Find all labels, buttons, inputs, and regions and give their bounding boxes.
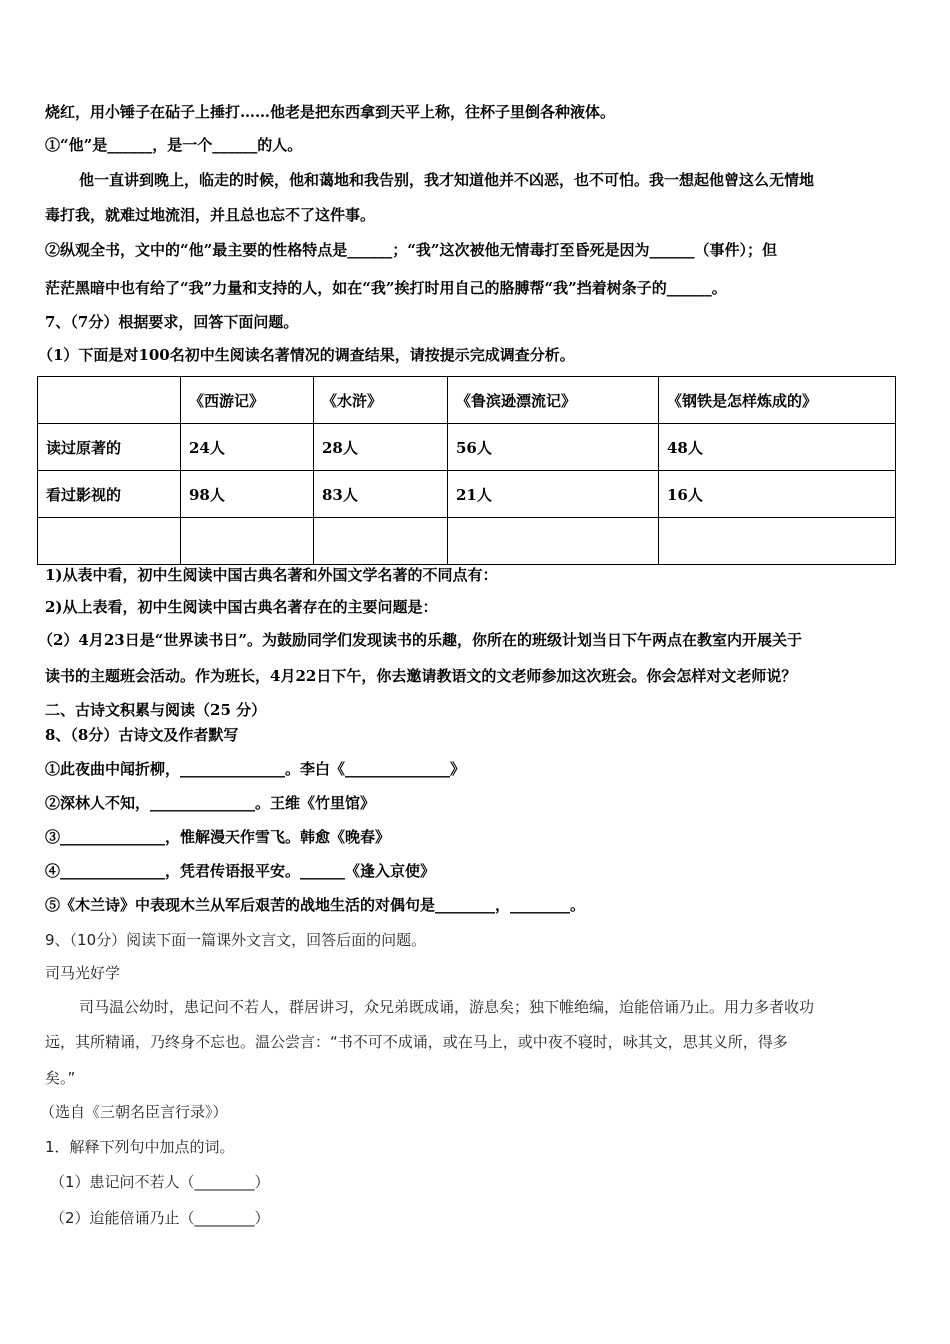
question-line: ③______________，惟解漫天作雪飞。韩愈《晚春》: [45, 828, 391, 846]
table-cell: [659, 518, 896, 565]
question-line: 读书的主题班会活动。作为班长，4月22日下午，你去邀请教语文的文老师参加这次班会。你会怎样对文老师说？: [45, 667, 797, 685]
question-heading: 9、（10分）阅读下面一篇课外文言文，回答后面的问题。: [45, 931, 427, 949]
text-line: 烧红，用小锤子在砧子上捶打……他老是把东西拿到天平上称，往杯子里倒各种液体。: [45, 103, 616, 121]
table-cell: 16人: [659, 471, 896, 518]
table-cell: [181, 518, 314, 565]
question-line: 1．解释下列句中加点的词。: [45, 1138, 235, 1156]
table-cell: 56人: [448, 424, 659, 471]
text-line: 毒打我，就难过地流泪，并且总也忘不了这件事。: [45, 206, 376, 224]
table-cell: [38, 377, 181, 424]
question-line: （2）4月23日是“世界读书日”。为鼓励同学们发现读书的乐趣，你所在的班级计划当日下午两点在教室内开展关于: [38, 631, 803, 649]
text-line: 他一直讲到晚上，临走的时候，他和蔼地和我告别，我才知道他并不凶恶，也不可怕。我一想起他曾这么无情地: [79, 171, 815, 189]
section-heading: 二、古诗文积累与阅读（25 分）: [45, 701, 267, 719]
table-cell: [38, 518, 181, 565]
passage-text: 矣。”: [45, 1069, 76, 1087]
table-row: [38, 471, 896, 518]
question-line: ①“他”是______，是一个______的人。: [45, 136, 303, 154]
table-cell: 24人: [181, 424, 314, 471]
question-heading: 8、（8分）古诗文及作者默写: [45, 726, 239, 744]
table-cell: [448, 518, 659, 565]
question-line: ②纵观全书，文中的“他”最主要的性格特点是______；“我”这次被他无情毒打至昏死是因为______（事件）；但: [45, 241, 778, 259]
table-cell: 48人: [659, 424, 896, 471]
question-line: ②深林人不知，______________。王维《竹里馆》: [45, 794, 376, 812]
question-line: （1）患记问不若人（________）: [50, 1173, 270, 1191]
table-row: [38, 424, 896, 471]
table-cell: 28人: [314, 424, 448, 471]
table-cell: 看过影视的: [38, 471, 181, 518]
survey-table: [37, 376, 896, 565]
table-cell: 《钢铁是怎样炼成的》: [659, 377, 896, 424]
table-cell: 21人: [448, 471, 659, 518]
question-line: ①此夜曲中闻折柳，______________。李白《______________》: [45, 760, 466, 778]
question-line: （1）下面是对100名初中生阅读名著情况的调查结果，请按提示完成调查分析。: [38, 346, 575, 364]
passage-source: （选自《三朝名臣言行录》）: [40, 1103, 228, 1121]
table-row: [38, 518, 896, 565]
question-heading: 7、（7分）根据要求，回答下面问题。: [45, 313, 299, 331]
question-line: 茫茫黑暗中也有给了“我”力量和支持的人，如在“我”挨打时用自己的胳膊帮“我”挡着树条子的______。: [45, 279, 727, 297]
passage-title: 司马光好学: [45, 964, 121, 982]
question-line: 1)从表中看，初中生阅读中国古典名著和外国文学名著的不同点有：: [45, 566, 498, 584]
table-cell: 83人: [314, 471, 448, 518]
table-cell: 《鲁滨逊漂流记》: [448, 377, 659, 424]
table-cell: 《西游记》: [181, 377, 314, 424]
table-header-row: [38, 377, 896, 424]
table-cell: 《水浒》: [314, 377, 448, 424]
passage-text: 司马温公幼时，患记问不若人，群居讲习，众兄弟既成诵，游息矣；独下帷绝编，迨能倍诵乃止。用力多者收功: [79, 998, 815, 1016]
passage-text: 远，其所精诵，乃终身不忘也。温公尝言：“书不可不成诵，或在马上，或中夜不寝时，咏其文，思其义所，得多: [45, 1033, 788, 1051]
table-cell: 读过原著的: [38, 424, 181, 471]
question-line: ④______________，凭君传语报平安。______《逢入京使》: [45, 862, 436, 880]
table-cell: 98人: [181, 471, 314, 518]
question-line: ⑤《木兰诗》中表现木兰从军后艰苦的战地生活的对偶句是________，________。: [45, 896, 586, 914]
table-cell: [314, 518, 448, 565]
question-line: （2）迨能倍诵乃止（________）: [50, 1209, 270, 1227]
question-line: 2)从上表看，初中生阅读中国古典名著存在的主要问题是：: [45, 598, 438, 616]
